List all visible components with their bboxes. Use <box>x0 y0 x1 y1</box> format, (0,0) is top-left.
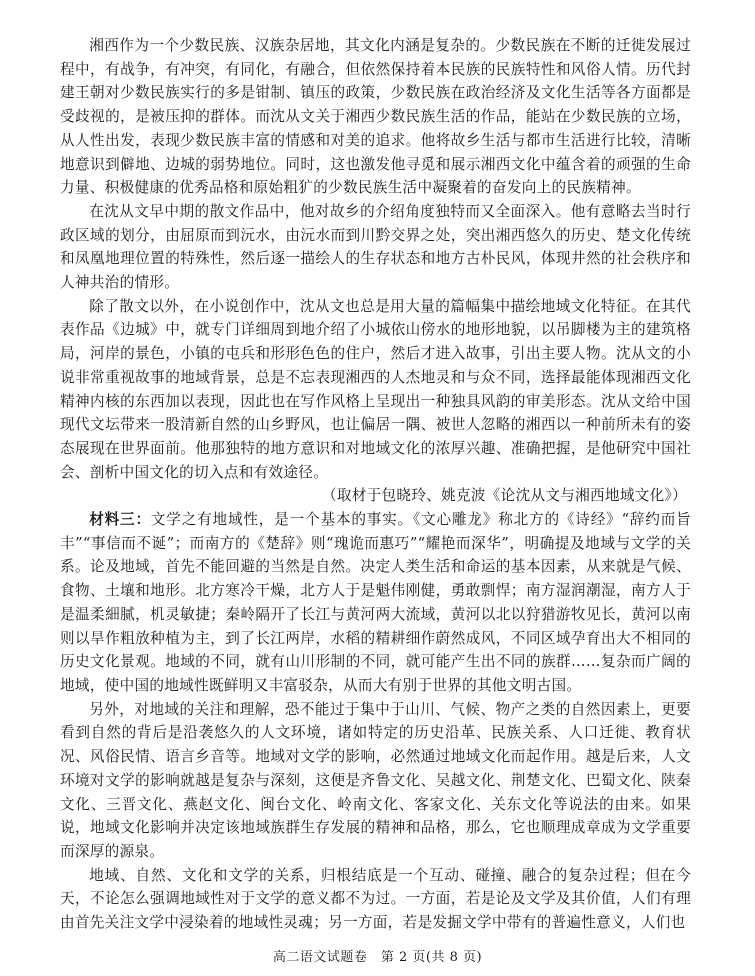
paragraph-2: 在沈从文早中期的散文作品中，他对故乡的介绍角度独特而又全面深入。他有意略去当时行政区域的划分，由屈原而到沅水，由沅水而到川黔交界之处，突出湘西悠久的历史、楚文化传统和凤凰地理位置的特殊性，然后逐一描绘人的生存状态和地方古朴民风，体现井然的社会秩序和人神共治的情形。 <box>60 202 691 292</box>
page-footer: 高二语文试题卷 第 2 页(共 8 页) <box>272 950 483 965</box>
source-citation: （取材于包晓玲、姚克波《论沈从文与湘西地域文化》） <box>321 487 687 505</box>
material3-paragraph-2: 另外，对地域的关注和理解，恐不能过于集中于山川、气候、物产之类的自然因素上，更要看到自然的背后是沿袭悠久的人文环境，诸如特定的历史沿革、民族关系、人口迁徙、教育状况、风俗民情、语言乡音等。地域对文学的影响，必然通过地域文化而起作用。越是后来，人文环境对文学的影响就越是复杂与深刻，这便是齐鲁文化、吴越文化、荆楚文化、巴蜀文化、陕秦文化、三晋文化、燕赵文化、闽台文化、岭南文化、客家文化、关东文化等说法的由来。如果说，地域文化影响并决定该地域族群生存发展的精神和品格，那么，它也顺理成章成为文学重要而深厚的源泉。 <box>60 700 691 860</box>
material3-paragraph-1 <box>60 508 691 698</box>
paragraph-1: 湘西作为一个少数民族、汉族杂居地，其文化内涵是复杂的。少数民族在不断的迁徙发展过程中，有战争，有冲突，有同化，有融合，但依然保持着本民族的民族特性和风俗人情。历代封建王朝对少数民族实行的多是钳制、镇压的政策，少数民族在政治经济及文化生活等各方面都是受歧视的，是被压抑的群体。而沈从文关于湘西少数民族生活的作品，能站在少数民族的立场，从人性出发，表现少数民族丰富的情感和对美的追求。他将故乡生活与都市生活进行比较，清晰地意识到僻地、边城的弱势地位。同时，这也激发他寻觅和展示湘西文化中蕴含着的顽强的生命力量、积极健康的优秀品格和原始粗犷的少数民族生活中凝聚着的奋发向上的民族精神。 <box>60 37 691 197</box>
material3-text-1: 文学之有地域性，是一个基本的事实。《文心雕龙》称北方的《诗经》“辞约而旨丰”“事信而不诞”；而南方的《楚辞》则“瑰诡而惠巧”“耀艳而深华”，明确提及地域与文学的关系。论及地域，首先不能回避的当然是自然。决定人类生活和命运的基本因素，从来就是气候、食物、土壤和地形。北方寒冷干燥，北方人于是魁伟刚健，勇敢剽悍；南方湿润潮湿，南方人于是温柔細腻，机灵敏捷；秦岭隔开了长江与黄河两大流域，黄河以北以狩猎游牧见长，黄河以南则以旱作粗放种植为主，到了长江两岸，水稻的精耕细作蔚然成风，不同区域孕育出大不相同的历史文化景观。地域的不同，就有山川形制的不同，就可能产生出不同的族群……复杂而广阔的地域，使中国的地域性既鲜明又丰富驳杂，从而大有别于世界的其他文明古国。 <box>60 511 692 694</box>
paragraph-3: 除了散文以外，在小说创作中，沈从文也总是用大量的篇幅集中描绘地域文化特征。在其代表作品《边城》中，就专门详细周到地介绍了小城依山傍水的地形地貌，以吊脚楼为主的建筑格局，河岸的景色，小镇的屯兵和形形色色的住户，然后才进入故事，引出主要人物。沈从文的小说非常重视故事的地域背景，总是不忘表现湘西的人杰地灵和与众不同，选择最能体现湘西文化精神内核的东西加以表现，因此也在写作风格上呈现出一种独具风韵的审美形态。沈从文给中国现代文坛带来一股清新自然的山乡野风，也让偏居一隅、被世人忽略的湘西以一种前所未有的姿态展现在世界面前。他那独特的地方意识和对地域文化的浓厚兴趣、准确把握，是他研究中国社会、剖析中国文化的切入点和有效途径。 <box>60 297 691 481</box>
material3-label: 材料三： <box>89 511 151 529</box>
material3-paragraph-3: 地域、自然、文化和文学的关系，归根结底是一个互动、碰撞、融合的复杂过程；但在今天，不论怎么强调地域性对于文学的意义都不为过。一方面，若是论及文学及其价值，人们有理由首先关注文学中浸染着的地域性灵魂；另一方面，若是发掘文学中带有的普遍性意义，人们也 <box>60 866 691 932</box>
